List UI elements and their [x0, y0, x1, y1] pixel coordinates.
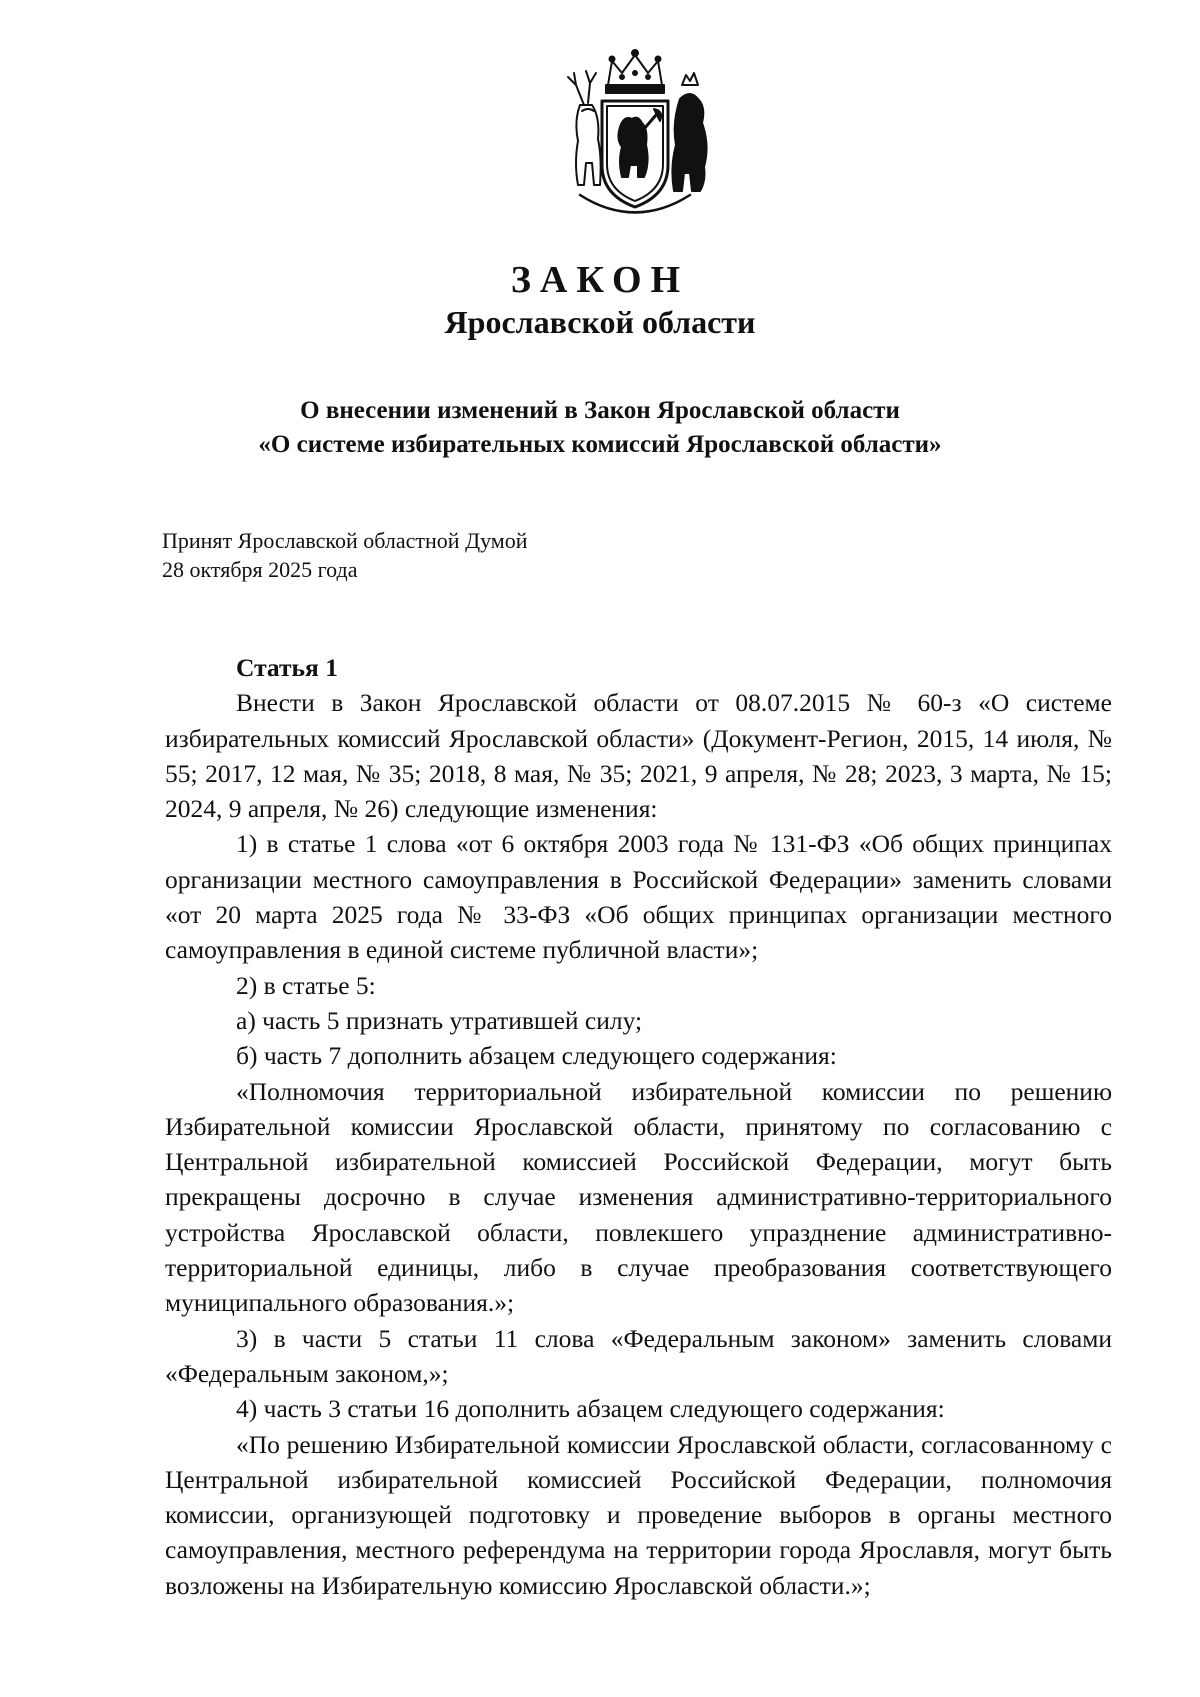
article-paragraph: б) часть 7 дополнить абзацем следующего содержания: — [236, 1041, 837, 1071]
law-subject — [0, 394, 1200, 462]
article-paragraph: 3) в части 5 статьи 11 слова «Федеральным законом» заменить словами «Федеральным законом,»; — [165, 1323, 1112, 1388]
article-paragraph: «Полномочия территориальной избирательной комиссии по решению Избирательной комиссии Ярославской области, принятому по согласованию с Центральной избирательной комиссией Российской Федерации, могут быть прекращены досрочно в случае изменения административно-территориального устройства Ярославской области, повлекшего упразднение административно-территориальной единицы, либо в случае преобразования соответствующего муниципального образования.»; — [165, 1076, 1112, 1318]
article-paragraph: Внести в Закон Ярославской области от 08.07.2015 № 60-з «О системе избирательных комиссий Ярославской области» (Документ-Регион, 2015, 14 июля, № 55; 2017, 12 мая, № 35; 2018, 8 мая, № 35; 2021, 9 апреля, № 28; 2023, 3 марта, № 15; 2024, 9 апреля, № 26) следующие изменения: — [165, 688, 1112, 824]
region-title: Ярославской области — [444, 304, 756, 340]
article-heading: Статья 1 — [236, 653, 338, 682]
adoption-date: 28 октября 2025 года — [162, 557, 358, 582]
article-paragraph: 4) часть 3 статьи 16 дополнить абзацем следующего содержания: — [236, 1394, 945, 1424]
adoption-body: Принят Ярославской областной Думой — [162, 528, 528, 553]
yaroslavl-coat-of-arms-icon — [540, 45, 730, 225]
article-paragraph: а) часть 5 признать утратившей силу; — [236, 1005, 643, 1035]
article-body — [165, 650, 1112, 1603]
subject-line-2: «О системе избирательных комиссий Ярославской области» — [258, 431, 942, 458]
adoption-note — [162, 526, 528, 584]
article-paragraph: «По решению Избирательной комиссии Ярославской области, согласованному с Центральной избирательной комиссией Российской Федерации, полномочия комиссии, организующей подготовку и проведение выборов в органы местного самоуправления, местного референдума на территории города Ярославля, могут быть возложены на Избирательную комиссию Ярославской области.»; — [165, 1429, 1112, 1600]
subject-line-1: О внесении изменений в Закон Ярославской области — [300, 397, 900, 424]
law-title: ЗАКОН — [510, 259, 690, 301]
article-paragraph: 1) в статье 1 слова «от 6 октября 2003 года № 131-ФЗ «Об общих принципах организации местного самоуправления в Российской Федерации» заменить словами «от 20 марта 2025 года № 33-ФЗ «Об общих принципах организации местного самоуправления в единой системе публичной власти»; — [165, 829, 1112, 965]
article-paragraph: 2) в статье 5: — [236, 970, 376, 1000]
